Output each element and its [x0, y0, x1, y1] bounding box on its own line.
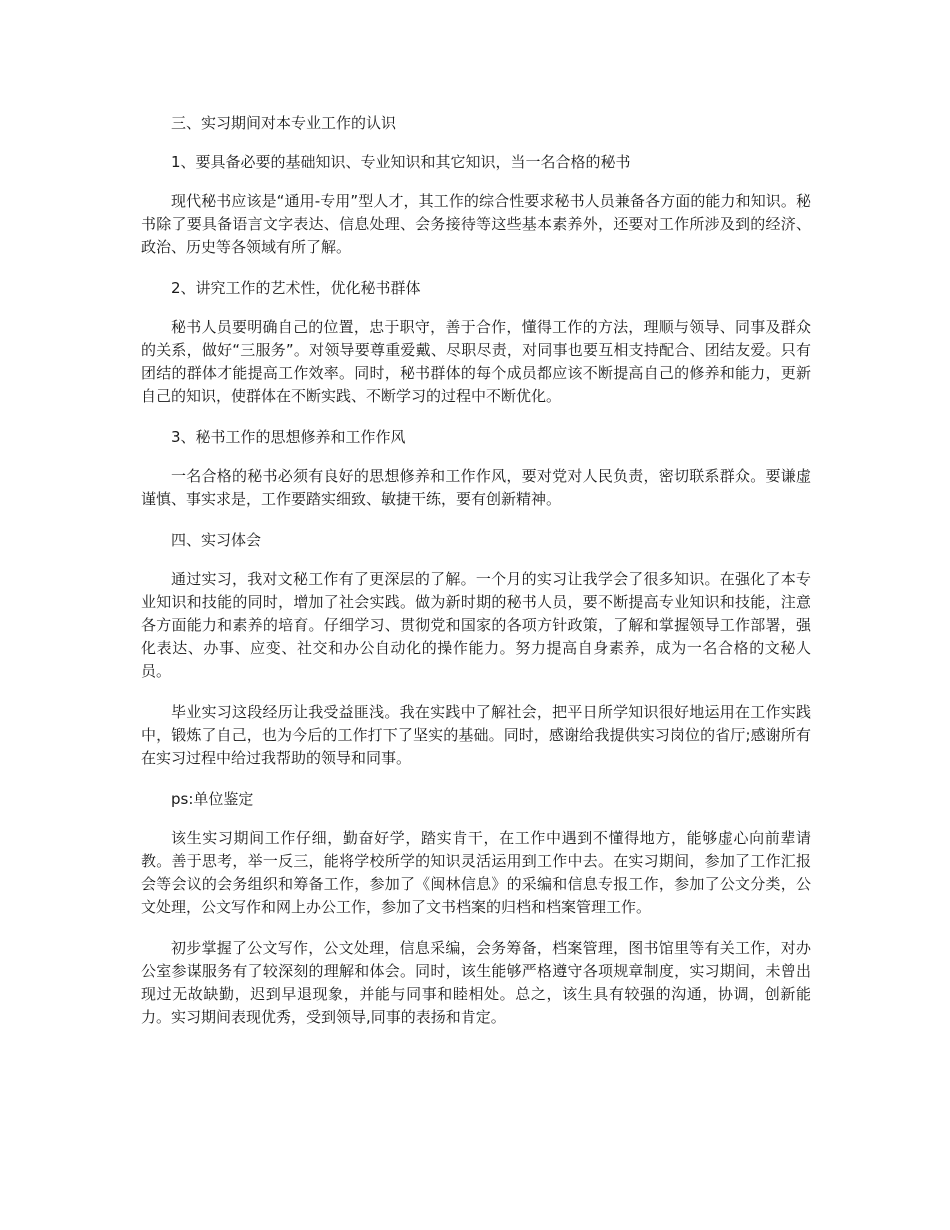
paragraph: 一名合格的秘书必须有良好的思想修养和工作作风，要对党对人民负责，密切联系群众。要谦虚谨慎、事实求是，工作要踏实细致、敏捷干练，要有创新精神。 [141, 467, 811, 508]
section-heading: 四、实习体会 [171, 531, 262, 549]
paragraph: 该生实习期间工作仔细，勤奋好学，踏实肯干，在工作中遇到不懂得地方，能够虚心向前辈请教。善于思考，举一反三，能将学校所学的知识灵活运用到工作中去。在实习期间，参加了工作汇报会等会议的会务组织和筹备工作，参加了《闽林信息》的采编和信息专报工作，参加了公文分类，公文处理，公文写作和网上办公工作，参加了文书档案的归档和档案管理工作。 [141, 829, 811, 916]
subsection-heading: 2、讲究工作的艺术性，优化秘书群体 [171, 279, 421, 297]
subsection-heading: 3、秘书工作的思想修养和工作作风 [171, 428, 406, 446]
section-heading: 三、实习期间对本专业工作的认识 [171, 114, 397, 132]
section-heading: ps:单位鉴定 [171, 790, 254, 808]
paragraph: 现代秘书应该是“通用-专用”型人才，其工作的综合性要求秘书人员兼备各方面的能力和知识。秘书除了要具备语言文字表达、信息处理、会务接待等这些基本素养外，还要对工作所涉及到的经济、政治、历史等各领域有所了解。 [141, 192, 811, 256]
paragraph: 秘书人员要明确自己的位置，忠于职守，善于合作，懂得工作的方法，理顺与领导、同事及群众的关系，做好“三服务”。对领导要尊重爱戴、尽职尽责，对同事也要互相支持配合、团结友爱。只有团结的群体才能提高工作效率。同时，秘书群体的每个成员都应该不断提高自己的修养和能力，更新自己的知识，使群体在不断实践、不断学习的过程中不断优化。 [141, 318, 811, 405]
subsection-heading: 1、要具备必要的基础知识、专业知识和其它知识，当一名合格的秘书 [171, 153, 631, 171]
paragraph: 初步掌握了公文写作，公文处理，信息采编，会务筹备，档案管理，图书馆里等有关工作，对办公室参谋服务有了较深刻的理解和体会。同时，该生能够严格遵守各项规章制度，实习期间，未曾出现过无故缺勤，迟到早退现象，并能与同事和睦相处。总之，该生具有较强的沟通，协调，创新能力。实习期间表现优秀，受到领导,同事的表扬和肯定。 [141, 939, 811, 1026]
paragraph: 通过实习，我对文秘工作有了更深层的了解。一个月的实习让我学会了很多知识。在强化了本专业知识和技能的同时，增加了社会实践。做为新时期的秘书人员，要不断提高专业知识和技能，注意各方面能力和素养的培育。仔细学习、贯彻党和国家的各项方针政策，了解和掌握领导工作部署，强化表达、办事、应变、社交和办公自动化的操作能力。努力提高自身素养，成为一名合格的文秘人员。 [141, 570, 811, 680]
document-page [141, 112, 811, 1047]
paragraph: 毕业实习这段经历让我受益匪浅。我在实践中了解社会，把平日所学知识很好地运用在工作实践中，锻炼了自己，也为今后的工作打下了坚实的基础。同时，感谢给我提供实习岗位的省厅;感谢所有在实习过程中给过我帮助的领导和同事。 [141, 703, 811, 767]
